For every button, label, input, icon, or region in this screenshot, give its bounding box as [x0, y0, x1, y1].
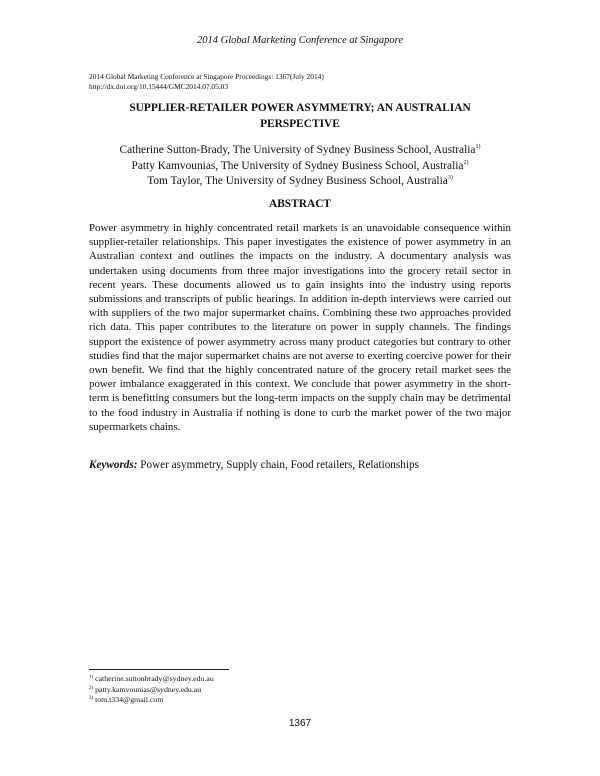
footnote-email: tom.t334@gmail.com: [93, 695, 164, 705]
footnote-email: patty.kamvounias@sydney.edu.au: [93, 684, 202, 694]
keywords-text: Power asymmetry, Supply chain, Food retailers, Relationships: [137, 459, 419, 471]
paper-title: [89, 100, 511, 132]
footnote-mark: 3): [447, 175, 453, 181]
proceedings-line: 2014 Global Marketing Conference at Singapore Proceedings: 1367(July 2014): [89, 72, 324, 81]
title-line-1: SUPPLIER-RETAILER POWER ASYMMETRY; AN AUSTRALIAN: [129, 102, 471, 114]
footnote-mark: 3): [89, 696, 94, 702]
footnote-mark: 1): [475, 144, 481, 150]
author-line: [89, 143, 511, 159]
keywords-label: Keywords:: [89, 459, 138, 471]
keywords-line: [89, 459, 511, 471]
footnote: [89, 674, 214, 685]
author-text: Catherine Sutton-Brady, The University of Sydney Business School, Australia: [119, 144, 476, 156]
abstract-heading: ABSTRACT: [268, 198, 332, 210]
footnote-divider: [89, 669, 229, 670]
footnote-mark: 2): [89, 685, 94, 691]
footnote: [89, 685, 214, 696]
footnotes: [89, 674, 214, 706]
footnote: [89, 695, 214, 706]
author-text: Tom Taylor, The University of Sydney Business School, Australia: [147, 175, 448, 187]
author-line: [89, 159, 511, 175]
abstract-body: Power asymmetry in highly concentrated retail markets is an unavoidable consequence within supplier-retailer relationships. This paper investigates the existence of power asymmetry in an Australian context and outlines the impacts on the industry. A documentary analysis was undertaken using documents from three major investigations into the grocery retail sector in recent years. These documents allowed us to gain insights into the industry using reports submissions and transcripts of public hearings. In addition in-depth interviews were carried out with suppliers of the two major supermarket chains. Combining these two approaches provided rich data. This paper contributes to the literature on power in supply channels. The findings support the existence of power asymmetry across many product categories but contrary to other studies find that the major supermarket chains are not averse to exerting coercive power for their own benefit. We find that the highly concentrated nature of the grocery retail market sees the power imbalance exaggerated in this context. We conclude that power asymmetry in the short-term is benefitting consumers but the long-term impacts on the supply chain may be detrimental to the food industry in Australia if nothing is done to curb the market power of the two major supermarkets chains.: [89, 222, 511, 433]
footnote-mark: 2): [463, 159, 469, 166]
author-line: [89, 174, 511, 190]
doi-line: http://dx.doi.org/10.15444/GMC2014.07.05.03: [89, 82, 229, 91]
running-head: 2014 Global Marketing Conference at Singapore: [197, 35, 403, 46]
page-number: 1367: [288, 718, 312, 729]
proceedings-info: [89, 72, 324, 92]
author-text: Patty Kamvounias, The University of Sydney Business School, Australia: [131, 159, 464, 172]
footnote-email: catherine.suttonbrady@sydney.edu.au: [93, 674, 214, 683]
author-list: [89, 143, 511, 190]
title-line-2: PERSPECTIVE: [260, 118, 340, 130]
footnote-mark: 1): [89, 675, 94, 680]
